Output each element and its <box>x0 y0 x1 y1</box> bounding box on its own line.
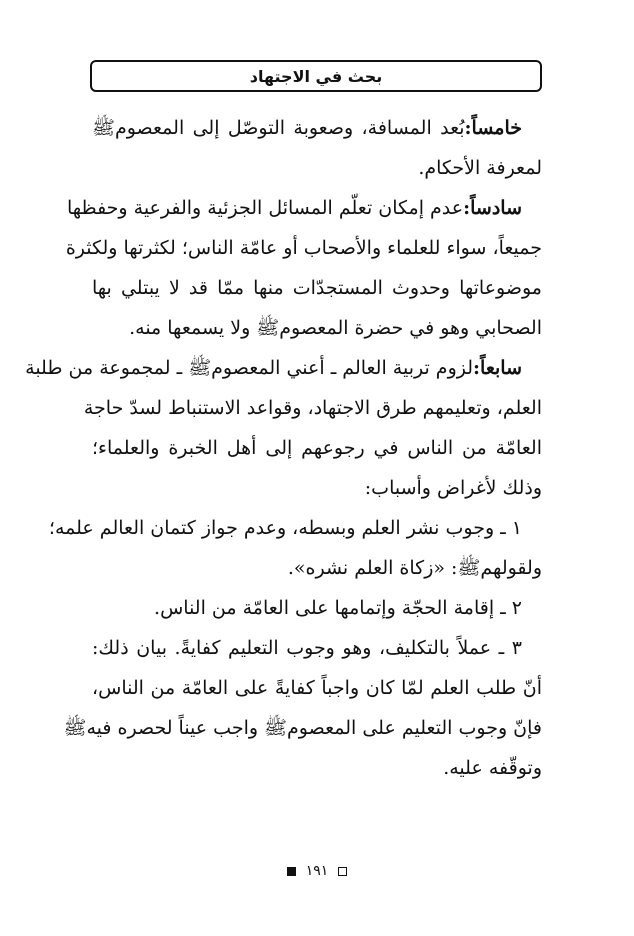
text-line: أنّ طلب العلم لمّا كان واجباً كفايةً على العامّة من الناس، <box>92 677 542 699</box>
text-line: ٢ ـ إقامة الحجّة وإتمامها على العامّة من الناس. <box>154 597 522 619</box>
page-footer <box>0 860 634 882</box>
text-line: خامساً:بُعد المسافة، وصعوبة التوصّل إلى المعصومﷺ <box>92 117 522 139</box>
header-title: بحث في الاجتهاد <box>249 66 383 86</box>
empty-square-icon <box>338 867 347 876</box>
text-line: الصحابي وهو في حضرة المعصومﷺ ولا يسمعها منه. <box>129 317 542 339</box>
text-line: ١ ـ وجوب نشر العلم وبسطه، وعدم جواز كتمان العالم علمه؛ <box>48 517 522 539</box>
text-line: سادساً:عدم إمكان تعلّم المسائل الجزئية والفرعية وحفظها <box>66 197 522 219</box>
text-line: سابعاً:لزوم تربية العالم ـ أعني المعصومﷺ ـ لمجموعة من طلبة <box>25 357 522 379</box>
text-line: فإنّ وجوب التعليم على المعصومﷺ واجب عيناً لحصره فيهﷺ <box>63 717 542 739</box>
text-line: العامّة من الناس في رجوعهم إلى أهل الخبرة والعلماء؛ <box>92 437 542 459</box>
filled-square-icon <box>287 867 296 876</box>
text-line: موضوعاتها وحدوث المستجدّات منها ممّا قد لا يبتلي بها <box>92 277 542 299</box>
text-line: العلم، وتعليمهم طرق الاجتهاد، وقواعد الاستنباط لسدّ حاجة <box>83 397 542 419</box>
text-line: لمعرفة الأحكام. <box>418 157 542 179</box>
text-line: وذلك لأغراض وأسباب: <box>364 477 542 499</box>
page-body <box>25 108 542 828</box>
running-header <box>90 60 542 92</box>
page-number: ١٩١ <box>305 863 329 879</box>
text-line: جميعاً، سواء للعلماء والأصحاب أو عامّة الناس؛ لكثرتها ولكثرة <box>65 237 542 259</box>
text-line: ولقولهمﷺ: «زكاة العلم نشره». <box>287 557 542 579</box>
text-line: ٣ ـ عملاً بالتكليف، وهو وجوب التعليم كفايةً. بيان ذلك: <box>92 637 522 659</box>
text-line: وتوقّفه عليه. <box>443 757 542 779</box>
